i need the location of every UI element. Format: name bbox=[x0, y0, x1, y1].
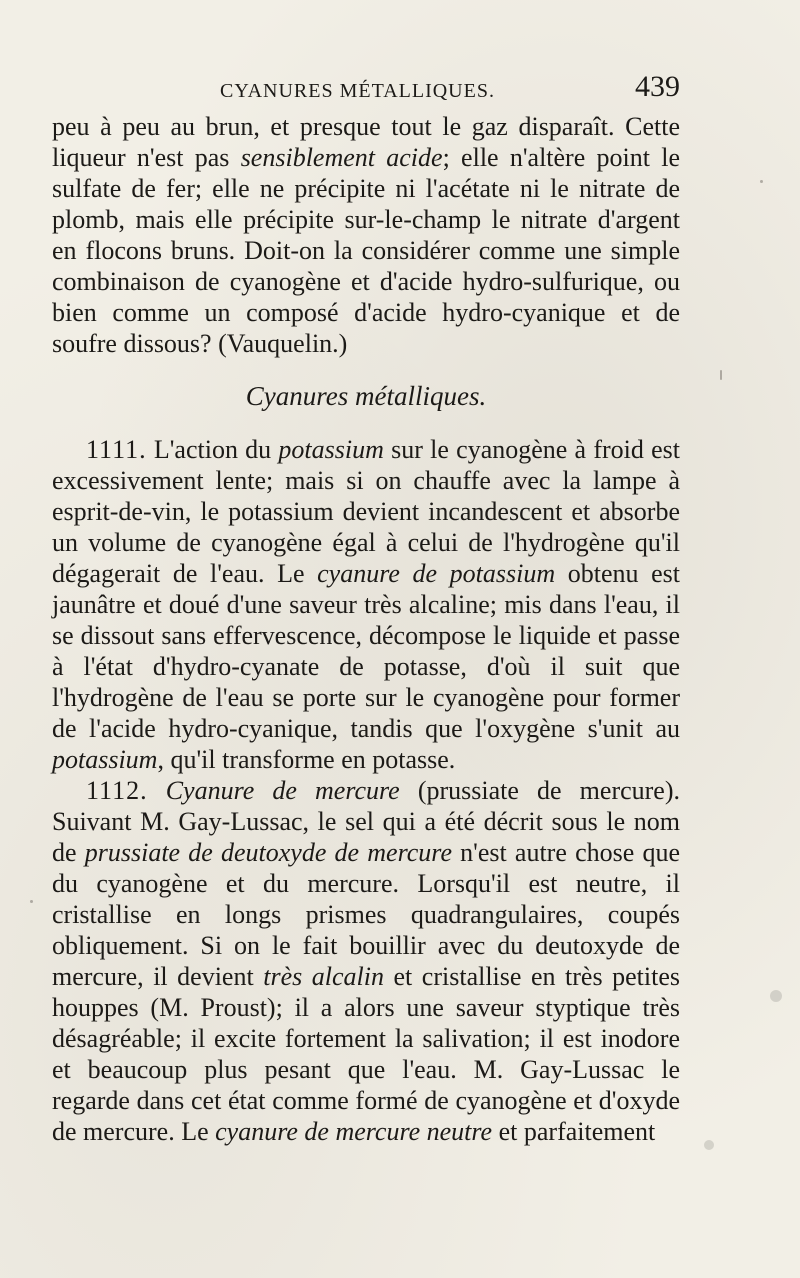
text-run: (prussiate de mercure). Suivant M. Gay-Lussac, le sel qui a été décrit sous le nom de bbox=[52, 776, 680, 867]
text-run bbox=[148, 776, 166, 805]
italic-run: cyanure de mercure neutre bbox=[215, 1117, 493, 1146]
paragraph-continued bbox=[52, 111, 680, 359]
speck bbox=[760, 180, 763, 183]
page-body bbox=[52, 111, 680, 1147]
italic-run: sensiblement acide bbox=[240, 143, 443, 172]
speck bbox=[720, 370, 722, 380]
text-run: L'action du bbox=[146, 435, 279, 464]
speck bbox=[770, 990, 782, 1002]
text-run: sur le cyanogène à froid est excessivement lente; mais si on chauffe avec la lampe à esprit-de-vin, le potassium devient incandescent et absorbe un volume de cyanogène égal à celui de l'hydrogène qu'il dégagerait de l'eau. Le bbox=[52, 435, 680, 588]
italic-run: potassium bbox=[278, 435, 384, 464]
text-run: et parfaitement bbox=[492, 1117, 656, 1146]
text-run: ; elle n'altère point le sulfate de fer; elle ne précipite ni l'acétate ni le nitrate de plomb, mais elle précipite sur-le-champ le nitrate d'argent en flocons bruns. Doit-on la considérer comme une simple combinaison de cyanogène et d'acide hydro-sulfurique, ou bien comme un composé d'acide hydro-cyanique et de soufre dissous? (Vauquelin.) bbox=[52, 143, 681, 358]
running-head: CYANURES MÉTALLIQUES. bbox=[220, 80, 495, 102]
italic-run: potassium bbox=[52, 745, 158, 774]
paragraph-number: 1112. bbox=[86, 776, 148, 805]
italic-run: cyanure de potassium bbox=[317, 559, 556, 588]
text-run: , qu'il transforme en potasse. bbox=[157, 745, 456, 774]
text-run: peu à peu au brun, et presque tout le gaz disparaît. Cette liqueur n'est pas bbox=[52, 112, 680, 172]
italic-run: Cyanure de mercure bbox=[165, 776, 400, 805]
paragraph-number: 1111. bbox=[86, 435, 147, 464]
section-title: Cyanures métalliques. bbox=[245, 381, 487, 411]
italic-run: très alcalin bbox=[263, 962, 384, 991]
paragraph-1111 bbox=[52, 434, 680, 775]
text-run: n'est autre chose que du cyanogène et du mercure. Lorsqu'il est neutre, il cristallise en longs prismes quadrangulaires, coupés obliquement. Si on le fait bouillir avec du deutoxyde de mercure, il devient bbox=[52, 838, 680, 991]
page-number: 439 bbox=[635, 70, 680, 103]
speck bbox=[30, 900, 33, 903]
italic-run: prussiate de deutoxyde de mercure bbox=[84, 838, 452, 867]
speck bbox=[704, 1140, 714, 1150]
page-header bbox=[220, 70, 690, 114]
paragraph-1112 bbox=[52, 775, 680, 1147]
text-run: obtenu est jaunâtre et doué d'une saveur très alcaline; mis dans l'eau, il se dissout sans effervescence, décompose le liquide et passe à l'état d'hydro-cyanate de potasse, d'où il suit que l'hydrogène de l'eau se porte sur le cyanogène pour former de l'acide hydro-cyanique, tandis que l'oxygène s'unit au bbox=[52, 559, 680, 743]
text-run: et cristallise en très petites houppes (M. Proust); il a alors une saveur styptique très désagréable; il excite fortement la salivation; il est inodore et beaucoup plus pesant que l'eau. M. Gay-Lussac le regarde dans cet état comme formé de cyanogène et d'oxyde de mercure. Le bbox=[52, 962, 680, 1146]
